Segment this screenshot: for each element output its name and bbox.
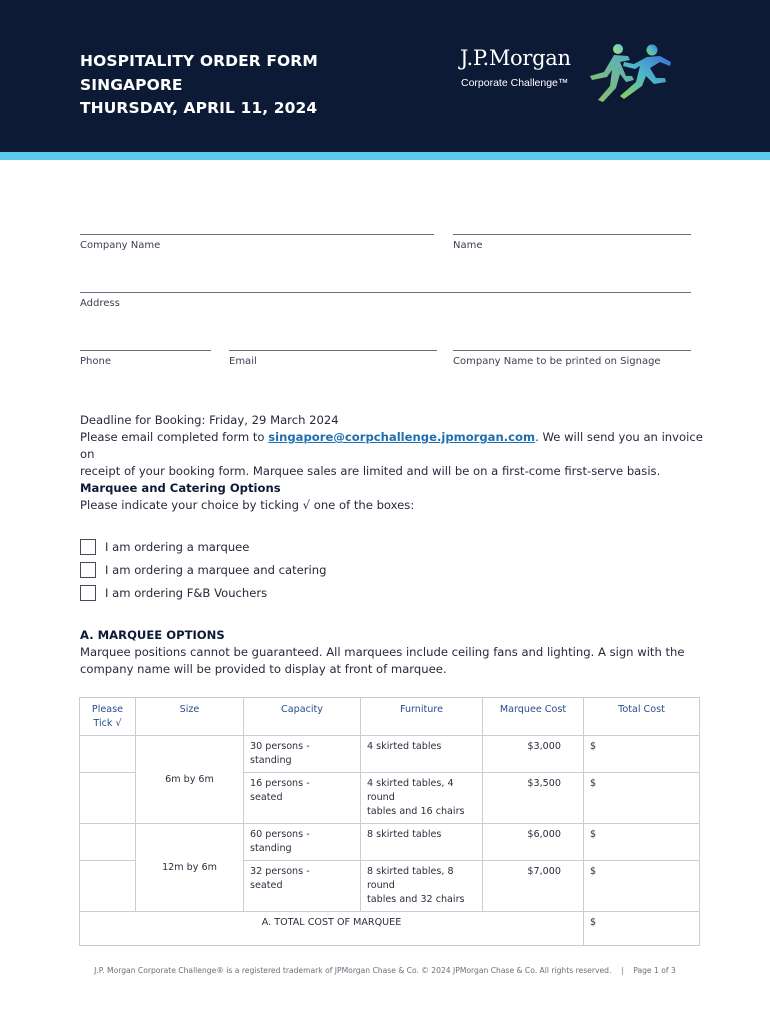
capacity-cell <box>244 773 361 824</box>
furniture-line-2: tables and 16 chairs <box>367 806 465 817</box>
footer-text: J.P. Morgan Corporate Challenge® is a registered trademark of JPMorgan Chase & Co. © 2024 JPMorgan Chase & Co. All rights reserved. | Page 1 of 3 <box>94 966 676 975</box>
capacity-line-2: seated <box>250 792 283 803</box>
options-instruction: Please indicate your choice by ticking √ one of the boxes: <box>80 498 415 512</box>
checkbox-marquee-catering[interactable] <box>80 562 96 578</box>
marquee-description <box>80 644 720 678</box>
capacity-cell <box>244 736 361 773</box>
table-row <box>80 736 700 773</box>
cost-cell: $6,000 <box>483 824 584 861</box>
name-field[interactable] <box>453 234 691 235</box>
title-line-2: SINGAPORE <box>80 75 183 94</box>
furniture-line-1: 4 skirted tables, 4 round <box>367 778 454 803</box>
phone-field[interactable] <box>80 350 211 351</box>
checkbox-marquee[interactable] <box>80 539 96 555</box>
furniture-cell: 4 skirted tables <box>361 736 483 773</box>
phone-label: Phone <box>80 356 111 367</box>
table-row <box>80 824 700 861</box>
total-value-cell[interactable]: $ <box>584 912 700 946</box>
header-marquee-cost: Marquee Cost <box>483 698 584 736</box>
options-heading: Marquee and Catering Options <box>80 481 281 495</box>
furniture-cell: 8 skirted tables <box>361 824 483 861</box>
capacity-line-1: 16 persons - <box>250 778 310 789</box>
cost-cell: $3,000 <box>483 736 584 773</box>
table-header-row <box>80 698 700 736</box>
runners-icon <box>560 42 672 104</box>
email-instruction <box>80 429 720 463</box>
option-marquee-catering[interactable] <box>80 561 326 579</box>
deadline-text: Deadline for Booking: Friday, 29 March 2024 <box>80 413 339 427</box>
header-furniture: Furniture <box>361 698 483 736</box>
email-label: Email <box>229 356 257 367</box>
name-label: Name <box>453 240 483 251</box>
total-cell[interactable]: $ <box>584 736 700 773</box>
signage-field[interactable] <box>453 350 691 351</box>
logo-subtitle: Corporate Challenge™ <box>461 77 569 89</box>
capacity-line-1: 32 persons - <box>250 866 310 877</box>
company-name-label: Company Name <box>80 240 161 251</box>
marquee-desc-line-2: company name will be provided to display at front of marquee. <box>80 662 447 676</box>
company-name-field[interactable] <box>80 234 434 235</box>
size-cell: 6m by 6m <box>136 736 244 824</box>
tick-cell[interactable] <box>80 861 136 912</box>
capacity-cell <box>244 824 361 861</box>
header-tick-line-2: Tick √ <box>93 718 122 729</box>
marquee-heading: A. MARQUEE OPTIONS <box>80 628 225 642</box>
option-vouchers[interactable] <box>80 584 267 602</box>
capacity-line-2: standing <box>250 755 292 766</box>
capacity-line-2: seated <box>250 880 283 891</box>
furniture-line-2: tables and 32 chairs <box>367 894 465 905</box>
option-marquee-catering-label: I am ordering a marquee and catering <box>105 563 327 577</box>
title-line-1: HOSPITALITY ORDER FORM <box>80 52 318 70</box>
size-cell: 12m by 6m <box>136 824 244 912</box>
invoice-text: receipt of your booking form. Marquee sales are limited and will be on a first-come first-serve basis. <box>80 464 661 478</box>
capacity-line-2: standing <box>250 843 292 854</box>
option-marquee-label: I am ordering a marquee <box>105 540 250 554</box>
tick-cell[interactable] <box>80 736 136 773</box>
logo-brand: J.P.Morgan <box>460 46 571 70</box>
email-link[interactable]: singapore@corpchallenge.jpmorgan.com <box>268 430 536 444</box>
capacity-cell <box>244 861 361 912</box>
email-field[interactable] <box>229 350 437 351</box>
header-tick <box>80 698 136 736</box>
furniture-cell <box>361 773 483 824</box>
signage-label: Company Name to be printed on Signage <box>453 356 661 367</box>
capacity-line-1: 60 persons - <box>250 829 310 840</box>
jpmorgan-logo <box>460 44 680 106</box>
email-instruction-pre: Please email completed form to <box>80 430 269 444</box>
tick-cell[interactable] <box>80 773 136 824</box>
cost-cell: $3,500 <box>483 773 584 824</box>
header-size: Size <box>136 698 244 736</box>
header-capacity: Capacity <box>244 698 361 736</box>
capacity-line-1: 30 persons - <box>250 741 310 752</box>
marquee-table <box>79 697 699 928</box>
address-label: Address <box>80 298 120 309</box>
checkbox-vouchers[interactable] <box>80 585 96 601</box>
header-total-cost: Total Cost <box>584 698 700 736</box>
total-cell[interactable]: $ <box>584 861 700 912</box>
option-vouchers-label: I am ordering F&B Vouchers <box>105 586 268 600</box>
email-instruction-post: . We will send you an invoice on <box>80 430 703 461</box>
form-title <box>80 50 318 121</box>
marquee-desc-line-1: Marquee positions cannot be guaranteed. All marquees include ceiling fans and lighting. A sign with the <box>80 645 685 659</box>
furniture-line-1: 8 skirted tables, 8 round <box>367 866 454 891</box>
total-cell[interactable]: $ <box>584 824 700 861</box>
header-tick-line-1: Please <box>91 704 124 715</box>
title-line-3: THURSDAY, APRIL 11, 2024 <box>80 99 318 117</box>
tick-cell[interactable] <box>80 824 136 861</box>
total-cell[interactable]: $ <box>584 773 700 824</box>
furniture-cell <box>361 861 483 912</box>
total-row <box>80 912 700 946</box>
header-stripe <box>0 152 770 160</box>
total-label: A. TOTAL COST OF MARQUEE <box>80 912 584 946</box>
option-marquee[interactable] <box>80 538 249 556</box>
booking-info <box>80 412 720 480</box>
cost-cell: $7,000 <box>483 861 584 912</box>
address-field[interactable] <box>80 292 691 293</box>
